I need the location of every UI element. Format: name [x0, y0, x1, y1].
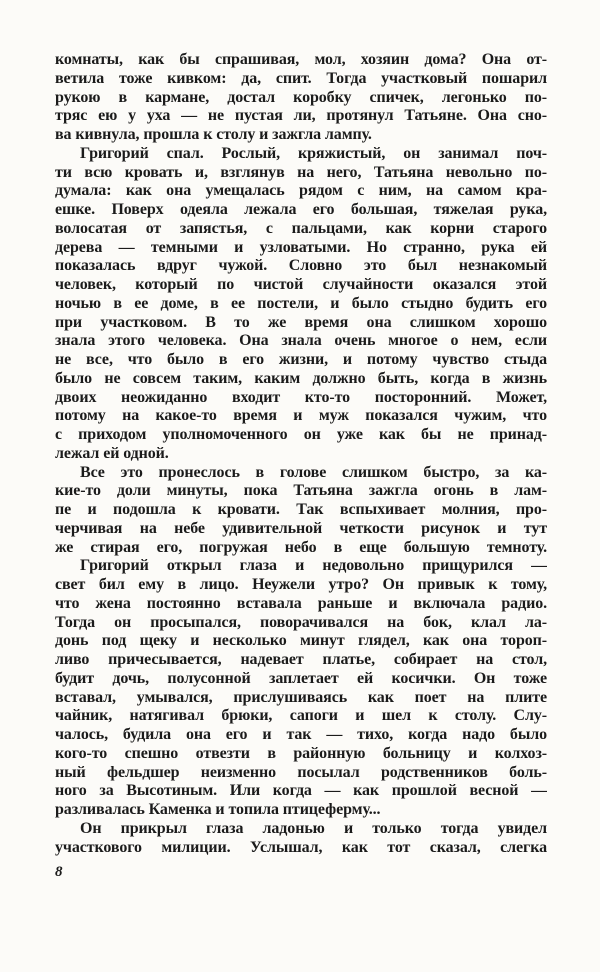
text-line: волосатая от запястья, с пальцами, как корни старого — [55, 219, 547, 237]
text-block — [55, 51, 547, 857]
text-line: ливо причесывается, надевает платье, собирает на стол, — [55, 651, 547, 668]
text-line: Григорий спал. Рослый, кряжистый, он занимал поч- — [80, 144, 547, 162]
text-line: не все, что было в его жизни, и потому чувство стыда — [55, 351, 547, 368]
text-line: двоих неожиданно входит кто-то посторонний. Может, — [55, 388, 547, 406]
paragraph — [55, 557, 547, 820]
text-line: донь под щеку и несколько минут глядел, как она тороп- — [55, 632, 547, 650]
text-line: знала этого человека. Она знала очень многое о нем, если — [55, 332, 547, 350]
text-line: человек, который по чистой случайности оказался этой — [55, 276, 547, 293]
text-line: разливалась Каменка и топила птицеферму... — [55, 801, 381, 818]
text-line: черчивая на небе удивительной четкости рисунок и тут — [55, 519, 547, 537]
text-line: вставал, умывался, прислушиваясь как поет на плите — [55, 688, 547, 706]
text-line: дерева — темными и узловатыми. Но странно, рука ей — [55, 238, 547, 256]
text-line: было не совсем таким, каким должно быть, когда в жизнь — [55, 369, 547, 387]
text-line: кого-то спешно отвезти в районную больницу и колхоз- — [55, 744, 547, 762]
text-line: свет бил ему в лицо. Неужели утро? Он привык к тому, — [55, 576, 547, 593]
paragraph — [55, 145, 547, 464]
text-line: с приходом уполномоченного он уже как бы не принад- — [55, 426, 547, 443]
text-line: пе и подошла к кровати. Так вспыхивает молния, про- — [55, 501, 547, 518]
text-line: кие-то доли минуты, пока Татьяна зажгла огонь в лам- — [55, 482, 547, 500]
text-line: думала: как она умещалась рядом с ним, на самом кра- — [55, 182, 547, 200]
text-line: ного за Высотиным. Или когда — как прошлой весной — — [55, 782, 547, 800]
text-line: ночью в ее доме, в ее постели, и было стыдно будить его — [55, 294, 547, 312]
text-line: лежал ей одной. — [55, 444, 169, 462]
text-line: рукою в кармане, достал коробку спичек, легонько по- — [55, 88, 547, 106]
text-line: ный фельдшер неизменно посылал родственников боль- — [55, 763, 547, 781]
text-line: комнаты, как бы спрашивая, мол, хозяин дома? Она от- — [55, 51, 547, 68]
text-line: что жена постоянно вставала раньше и включала радио. — [55, 594, 547, 612]
text-line: ва кивнула, прошла к столу и зажгла лампу. — [55, 126, 372, 143]
text-line: показалась вдруг чужой. Словно это был незнакомый — [55, 257, 547, 275]
text-line: чалось, будила она его и так — тихо, когда надо было — [55, 726, 547, 743]
text-line: участкового милиции. Услышал, как тот сказал, слегка — [55, 838, 547, 856]
paragraph — [55, 464, 547, 558]
text-line: потому на какое-то время и муж показался чужим, что — [55, 407, 547, 425]
paragraph — [55, 820, 547, 858]
text-line: Тогда он просыпался, поворачивался на бок, клал ла- — [55, 613, 547, 631]
text-line: Григорий открыл глаза и недовольно прищурился — — [80, 557, 547, 575]
text-line: будит дочь, полусонной заплетает ей косички. Он тоже — [55, 669, 547, 687]
text-line: ешке. Поверх одеяла лежала его большая, тяжелая рука, — [55, 201, 547, 218]
text-line: ти всю кровать и, взглянув на него, Татьяна невольно по- — [55, 163, 547, 181]
text-line: тряс ею у уха — не пустая ли, протянул Татьяне. Она сно- — [55, 107, 547, 125]
text-line: ветила тоже кивком: да, спит. Тогда участковый пошарил — [55, 69, 547, 87]
page-number: 8 — [55, 864, 63, 880]
text-line: при участковом. В то же время она слишком хорошо — [55, 313, 547, 331]
paragraph — [55, 51, 547, 145]
text-line: же стирая его, погружая небо в еще большую темноту. — [55, 538, 547, 556]
text-line: чайник, натягивал брюки, сапоги и шел к столу. Слу- — [55, 707, 547, 725]
text-line: Все это пронеслось в голове слишком быстро, за ка- — [80, 463, 547, 481]
text-line: Он прикрыл глаза ладонью и только тогда увидел — [80, 819, 547, 837]
